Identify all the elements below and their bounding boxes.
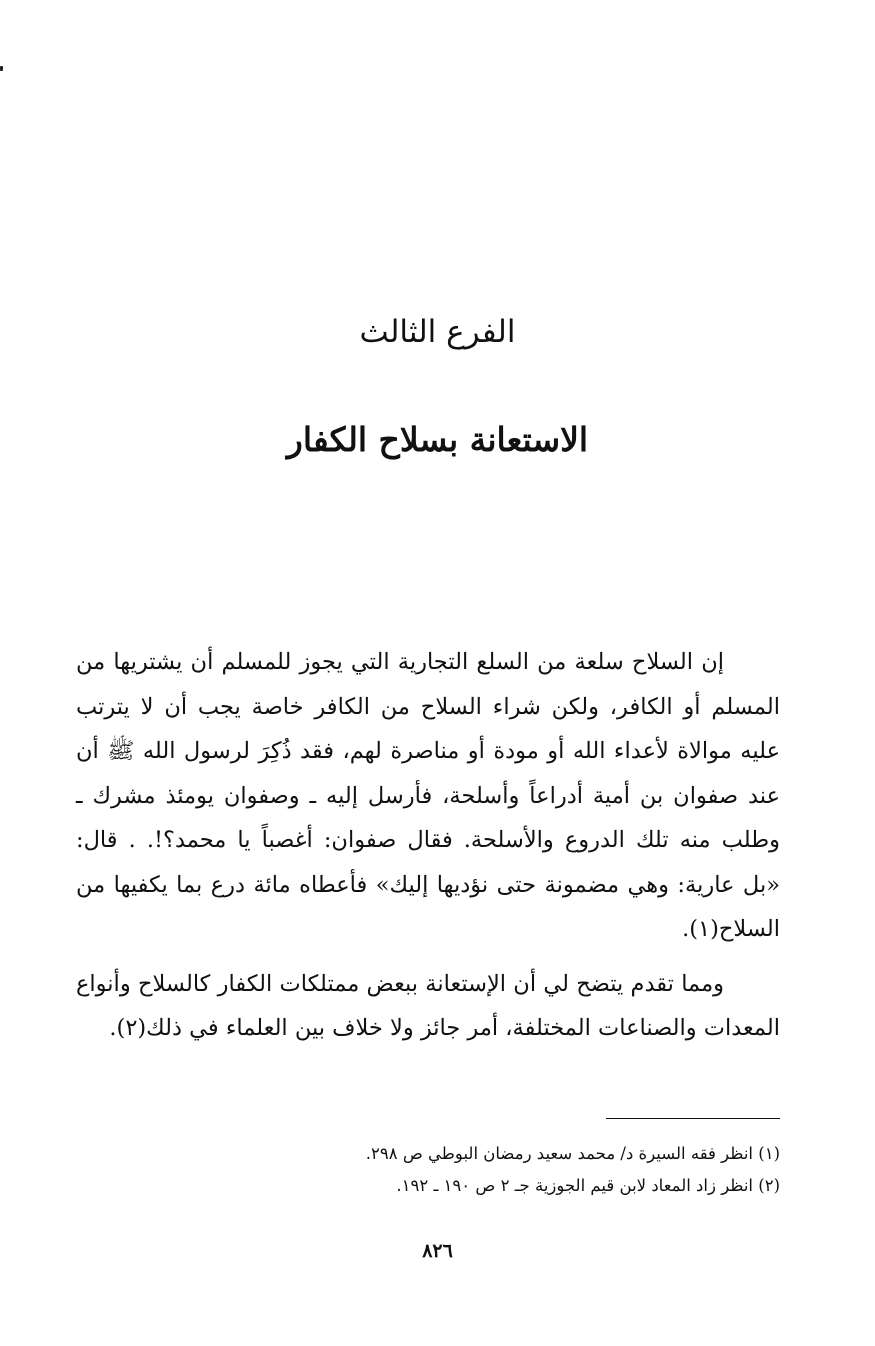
page-number: ٨٢٦	[422, 1240, 453, 1262]
scan-mark	[0, 66, 3, 71]
paragraph-2: ومما تقدم يتضح لي أن الإستعانة ببعض ممتلكات الكفار كالسلاح وأنواع المعدات والصناعات المختلفة، أمر جائز ولا خلاف بين العلماء في ذلك(٢).	[76, 970, 780, 1041]
footnote-divider	[606, 1118, 780, 1119]
section-label: الفرع الثالث	[359, 314, 516, 350]
footnote-1: (١) انظر فقه السيرة د/ محمد سعيد رمضان البوطي ص ٢٩٨.	[365, 1144, 780, 1163]
body-text	[76, 640, 780, 1051]
chapter-title: الاستعانة بسلاح الكفار	[286, 420, 589, 459]
footnote-2: (٢) انظر زاد المعاد لابن قيم الجوزية جـ ٢ ص ١٩٠ ـ ١٩٢.	[396, 1176, 780, 1195]
footnotes	[76, 1138, 780, 1202]
paragraph-1: إن السلاح سلعة من السلع التجارية التي يجوز للمسلم أن يشتريها من المسلم أو الكافر، ولكن شراء السلاح من الكافر خاصة يجب أن لا يترتب عليه موالاة لأعداء الله أو مودة أو مناصرة لهم، فقد ذُكِرَ لرسول الله ﷺ أن عند صفوان بن أمية أدراعاً وأسلحة، فأرسل إليه ـ وصفوان يومئذ مشرك ـ وطلب منه تلك الدروع والأسلحة. فقال صفوان: أغصباً يا محمد؟!. . قال: «بل عارية: وهي مضمونة حتى نؤديها إليك» فأعطاه مائة درع بما يكفيها من السلاح(١).	[76, 649, 780, 942]
